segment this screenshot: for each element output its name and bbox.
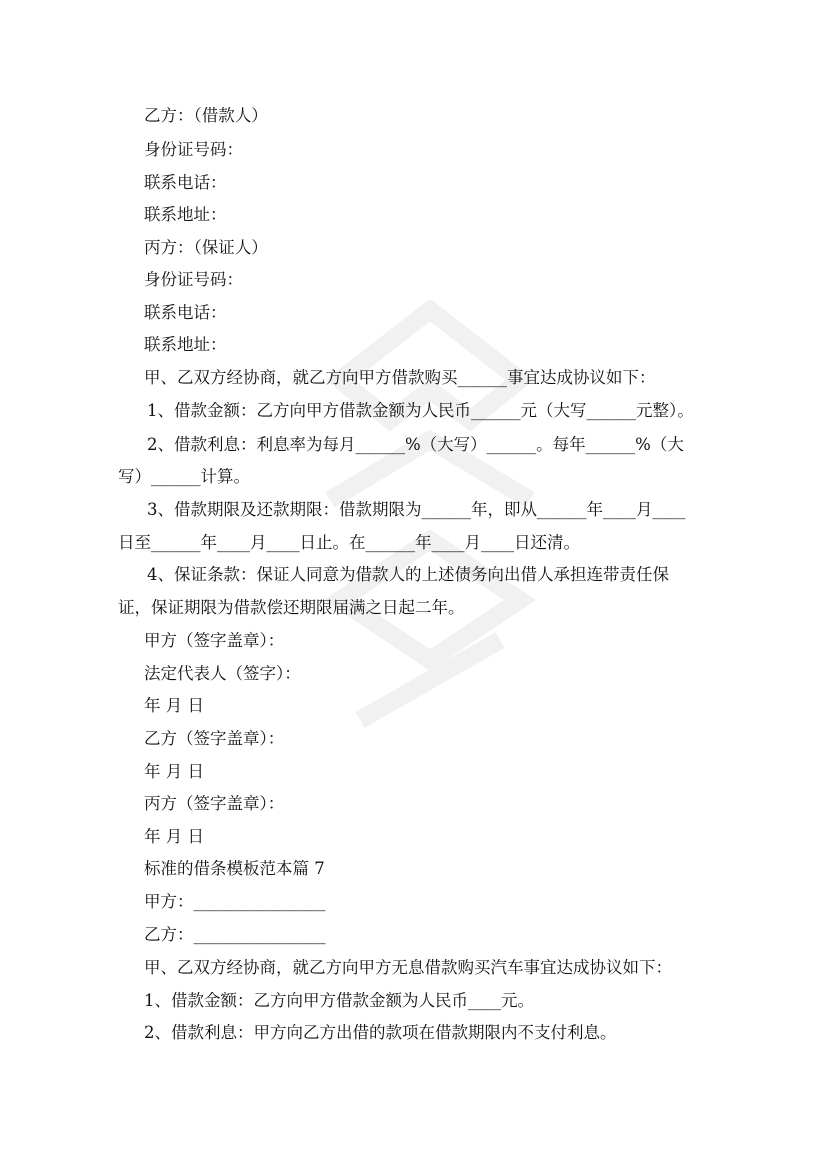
agreement-intro-2: 甲、乙双方经协商，就乙方向甲方无息借款购买汽车事宜达成协议如下： <box>144 958 672 977</box>
section-title: 标准的借条模板范本篇 7 <box>144 859 325 878</box>
clause-1: 1、借款金额：乙方向甲方借款金额为人民币______元（大写______元整）。 <box>147 401 694 420</box>
clause-3-line-2: 日至______年____月____日止。在______年____月____日还清。 <box>118 533 580 552</box>
clause-7-1: 1、借款金额：乙方向甲方借款金额为人民币____元。 <box>144 991 534 1010</box>
party-c-address-field: 联系地址： <box>144 335 227 354</box>
party-b-phone-field: 联系电话： <box>144 173 227 192</box>
clause-4-line-1: 4、保证条款：保证人同意为借款人的上述债务向出借人承担连带责任保 <box>147 565 669 584</box>
party-b-signature: 乙方（签字盖章）： <box>144 729 285 748</box>
party-b-id-field: 身份证号码： <box>144 140 243 159</box>
date-line-2: 年 月 日 <box>144 762 204 781</box>
clause-7-2: 2、借款利息：甲方向乙方出借的款项在借款期限内不支付利息。 <box>144 1023 617 1042</box>
date-line-1: 年 月 日 <box>144 696 204 715</box>
party-b-heading: 乙方：（借款人） <box>144 106 268 125</box>
date-line-3: 年 月 日 <box>144 827 204 846</box>
party-c-id-field: 身份证号码： <box>144 270 243 289</box>
party-c-phone-field: 联系电话： <box>144 303 227 322</box>
clause-3-line-1: 3、借款期限及还款期限：借款期限为______年，即从______年____月____ <box>147 500 686 519</box>
party-c-heading: 丙方：（保证人） <box>144 238 268 257</box>
agreement-intro: 甲、乙双方经协商，就乙方向甲方借款购买______事宜达成协议如下： <box>144 368 656 387</box>
party-b-field: 乙方：________________ <box>144 925 326 944</box>
party-b-address-field: 联系地址： <box>144 205 227 224</box>
party-a-field: 甲方：________________ <box>144 892 326 911</box>
clause-2-line-1: 2、借款利息：利息率为每月______%（大写）______。每年______%（大 <box>147 435 684 454</box>
legal-representative-signature: 法定代表人（签字）： <box>144 664 301 683</box>
party-a-signature: 甲方（签字盖章）： <box>144 631 285 650</box>
clause-4-line-2: 证，保证期限为借款偿还期限届满之日起二年。 <box>118 598 465 617</box>
clause-2-line-2: 写）______计算。 <box>118 467 250 486</box>
party-c-signature: 丙方（签字盖章）： <box>144 794 285 813</box>
